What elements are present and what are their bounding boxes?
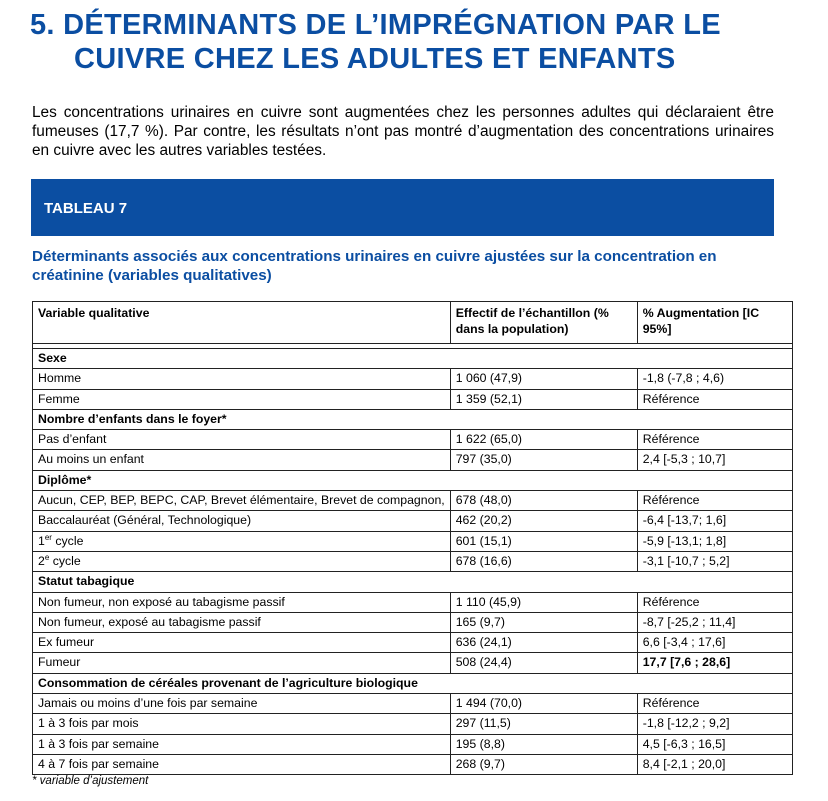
intro-paragraph: Les concentrations urinaires en cuivre sont augmentées chez les personnes adultes qui déclaraient être fumeuses (17,7 %). Par contre, les résultats n’ont pas montré d’augmentation des concentrations urinaires en cuivre avec les autres variables testées. (32, 104, 774, 159)
row-label-number: 1 (38, 533, 45, 548)
row-augmentation: 4,5 [-6,3 ; 16,5] (637, 734, 792, 754)
table-header-row (33, 302, 793, 344)
row-effectif: 601 (15,1) (450, 531, 637, 551)
section-row (33, 673, 793, 693)
section-title: Nombre d’enfants dans le foyer* (33, 409, 793, 429)
row-label: Jamais ou moins d’une fois par semaine (33, 694, 451, 714)
row-augmentation: Référence (637, 592, 792, 612)
section-title: Sexe (33, 349, 793, 369)
row-effectif: 678 (16,6) (450, 551, 637, 571)
table-row (33, 592, 793, 612)
row-augmentation: 6,6 [-3,4 ; 17,6] (637, 633, 792, 653)
row-effectif: 1 494 (70,0) (450, 694, 637, 714)
row-augmentation: -3,1 [-10,7 ; 5,2] (637, 551, 792, 571)
row-label: 1 à 3 fois par semaine (33, 734, 451, 754)
row-augmentation: 8,4 [-2,1 ; 20,0] (637, 754, 792, 774)
section-title: Statut tabagique (33, 572, 793, 592)
table-row (33, 511, 793, 531)
row-augmentation: Référence (637, 430, 792, 450)
row-label: Non fumeur, exposé au tabagisme passif (33, 612, 451, 632)
row-augmentation: -6,4 [-13,7; 1,6] (637, 511, 792, 531)
row-effectif: 678 (48,0) (450, 491, 637, 511)
table-caption: Déterminants associés aux concentrations urinaires en cuivre ajustées sur la concentration en créatinine (variables qualitatives) (32, 248, 717, 284)
row-augmentation: -5,9 [-13,1; 1,8] (637, 531, 792, 551)
row-effectif: 508 (24,4) (450, 653, 637, 673)
row-label: Aucun, CEP, BEP, BEPC, CAP, Brevet élémentaire, Brevet de compagnon, (33, 491, 451, 511)
row-label: Ex fumeur (33, 633, 451, 653)
row-label-number: 2 (38, 553, 45, 568)
row-effectif: 195 (8,8) (450, 734, 637, 754)
row-effectif: 165 (9,7) (450, 612, 637, 632)
row-augmentation: Référence (637, 491, 792, 511)
table-row (33, 633, 793, 653)
table-row (33, 612, 793, 632)
row-label: Non fumeur, non exposé au tabagisme passif (33, 592, 451, 612)
row-augmentation: -8,7 [-25,2 ; 11,4] (637, 612, 792, 632)
row-effectif: 636 (24,1) (450, 633, 637, 653)
table-row (33, 389, 793, 409)
row-effectif: 797 (35,0) (450, 450, 637, 470)
row-label: 4 à 7 fois par semaine (33, 754, 451, 774)
row-augmentation: Référence (637, 389, 792, 409)
heading-line-2: CUIVRE CHEZ LES ADULTES ET ENFANTS (74, 43, 676, 75)
section-row (33, 349, 793, 369)
row-effectif: 462 (20,2) (450, 511, 637, 531)
row-label: Fumeur (33, 653, 451, 673)
row-label: Homme (33, 369, 451, 389)
table-row (33, 450, 793, 470)
row-label: Pas d’enfant (33, 430, 451, 450)
header-variable: Variable qualitative (33, 302, 451, 344)
table-row (33, 714, 793, 734)
row-label: Baccalauréat (Général, Technologique) (33, 511, 451, 531)
row-effectif: 1 110 (45,9) (450, 592, 637, 612)
row-augmentation: -1,8 [-12,2 ; 9,2] (637, 714, 792, 734)
section-row (33, 572, 793, 592)
header-effectif: Effectif de l’échantillon (% dans la population) (450, 302, 637, 344)
row-label-ordinal: e (44, 552, 50, 562)
section-heading (30, 8, 810, 76)
row-label: Au moins un enfant (33, 450, 451, 470)
row-effectif: 268 (9,7) (450, 754, 637, 774)
section-row (33, 470, 793, 490)
table-row (33, 754, 793, 774)
table-row (33, 369, 793, 389)
row-effectif: 1 359 (52,1) (450, 389, 637, 409)
section-row (33, 409, 793, 429)
row-label-text: cycle (49, 553, 81, 568)
table-footnote: * variable d’ajustement (32, 775, 149, 787)
row-label: Femme (33, 389, 451, 409)
table-row (33, 430, 793, 450)
table-row (33, 491, 793, 511)
table-row (33, 531, 793, 551)
row-label-ordinal: er (44, 532, 52, 542)
row-augmentation-significant: 17,7 [7,6 ; 28,6] (637, 653, 792, 673)
row-augmentation: Référence (637, 694, 792, 714)
row-effectif: 1 060 (47,9) (450, 369, 637, 389)
table-row (33, 653, 793, 673)
row-label-text: cycle (51, 533, 84, 548)
row-augmentation: 2,4 [-5,3 ; 10,7] (637, 450, 792, 470)
row-label: 1 à 3 fois par mois (33, 714, 451, 734)
table-row (33, 734, 793, 754)
table-row (33, 551, 793, 571)
table-banner: TABLEAU 7 (31, 179, 774, 236)
determinants-table (32, 301, 793, 775)
section-title: Consommation de céréales provenant de l’agriculture biologique (33, 673, 793, 693)
row-augmentation: -1,8 (-7,8 ; 4,6) (637, 369, 792, 389)
row-effectif: 1 622 (65,0) (450, 430, 637, 450)
row-label (33, 551, 451, 571)
section-title: Diplôme* (33, 470, 793, 490)
row-label (33, 531, 451, 551)
table-row (33, 694, 793, 714)
heading-line-1: 5. DÉTERMINANTS DE L’IMPRÉGNATION PAR LE (30, 9, 721, 41)
row-effectif: 297 (11,5) (450, 714, 637, 734)
header-augmentation: % Augmentation [IC 95%] (637, 302, 792, 344)
